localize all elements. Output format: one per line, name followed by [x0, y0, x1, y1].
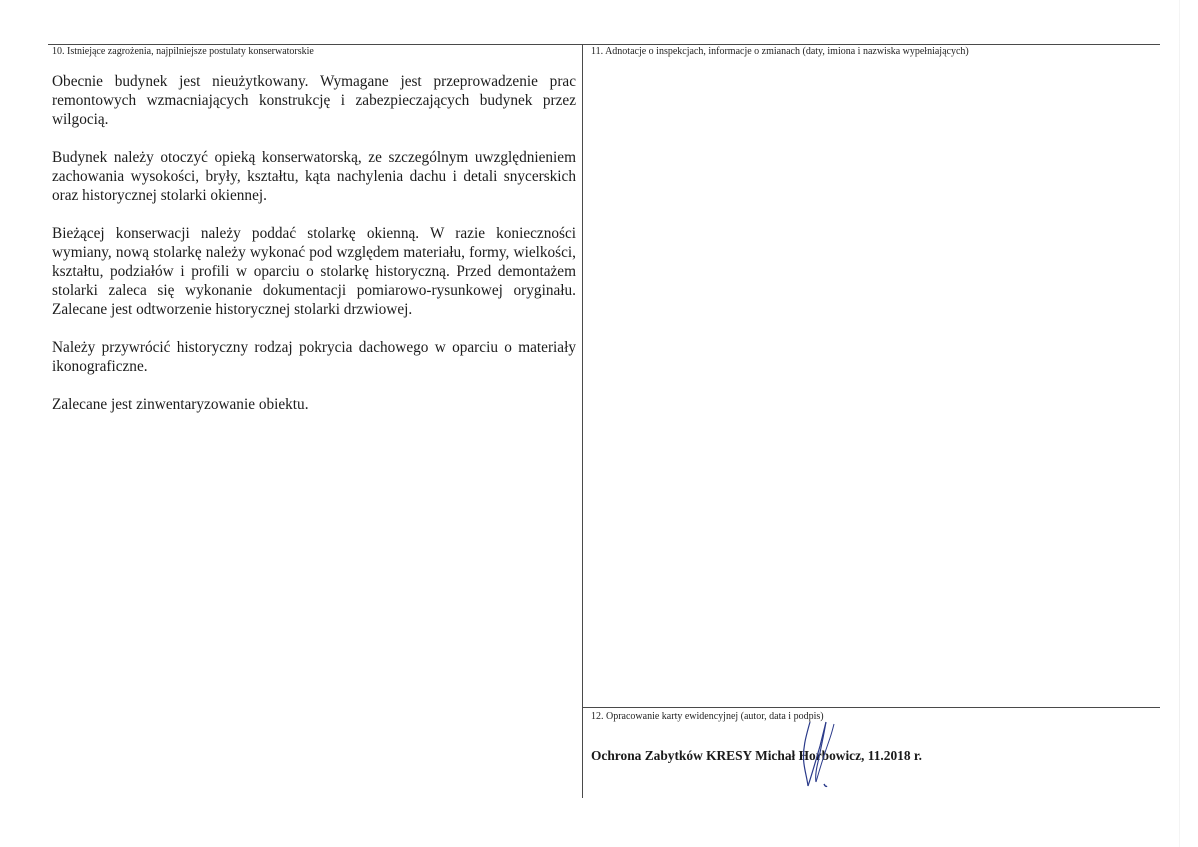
paragraph-4: Należy przywrócić historyczny rodzaj pokrycia dachowego w oparciu o materiały ikonograficzne. — [52, 339, 576, 375]
paragraph-5: Zalecane jest zinwentaryzowanie obiektu. — [52, 396, 309, 413]
section-12-rule — [582, 707, 1160, 708]
author-credit: Ochrona Zabytków KRESY Michał Horbowicz, 11.2018 r. — [591, 748, 922, 763]
column-divider — [582, 44, 583, 798]
section-12-label: 12. Opracowanie karty ewidencyjnej (autor, data i podpis) — [591, 711, 824, 722]
paragraph-1: Obecnie budynek jest nieużytkowany. Wymagane jest przeprowadzenie prac remontowych wzmacniających konstrukcję i zabezpieczających budynek przez wilgocią. — [52, 73, 576, 128]
top-rule — [48, 44, 1160, 45]
handwritten-signature — [788, 716, 848, 796]
section-11-label: 11. Adnotacje o inspekcjach, informacje o zmianach (daty, imiona i nazwiska wypełniających) — [591, 46, 969, 57]
section-10-label: 10. Istniejące zagrożenia, najpilniejsze postulaty konserwatorskie — [52, 46, 314, 57]
scan-edge-shadow — [1179, 0, 1180, 847]
section-10-body — [52, 72, 576, 433]
paragraph-3: Bieżącej konserwacji należy poddać stolarkę okienną. W razie konieczności wymiany, nową stolarkę należy wykonać pod względem materiału, formy, wielkości, kształtu, podziałów i profili w oparciu o stolarkę historyczną. Przed demontażem stolarki zaleca się wykonanie dokumentacji pomiarowo-rysunkowej oryginału. Zalecane jest odtworzenie historycznej stolarki drzwiowej. — [52, 225, 576, 318]
paragraph-2: Budynek należy otoczyć opieką konserwatorską, ze szczególnym uwzględnieniem zachowania wysokości, bryły, kształtu, kąta nachylenia dachu i detali snycerskich oraz historycznej stolarki okiennej. — [52, 149, 576, 204]
